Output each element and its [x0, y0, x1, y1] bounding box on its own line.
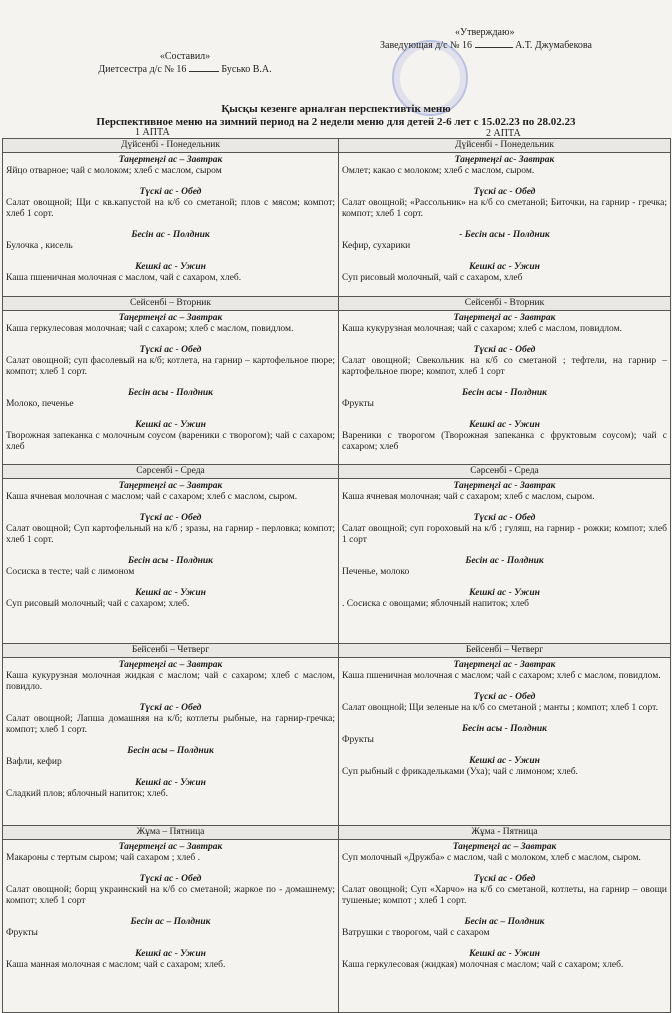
meal-dishes: Каша пшеничная молочная с маслом, чай с сахаром, хлеб.	[6, 273, 242, 283]
meal-dishes: Вафли, кефир	[6, 757, 62, 767]
meal-title: Таңертеңгі ас - Завтрак	[453, 313, 556, 323]
week2-day-menu	[339, 311, 671, 465]
meal-title: Түскі ас - Обед	[139, 513, 202, 523]
meal-dishes: Молоко, печенье	[6, 399, 74, 409]
meal-dishes: Салат овощной; борщ украинский на к/б со сметаной; жаркое по - домашнему; компот; хлеб 1 сорт	[6, 885, 335, 906]
week1-day-title: Дүйсенбі - Понедельник	[3, 139, 339, 153]
week2-day-title: Бейсенбі – Четверг	[339, 644, 671, 658]
meal-title: Таңертеңгі ас – Завтрак	[118, 660, 223, 670]
title-kz: Қысқы кезенге арналған перспективтік меню	[221, 103, 451, 115]
week2-label: 2 АПТА	[486, 128, 521, 139]
day-menu-row	[3, 479, 671, 644]
meal-dishes: Салат овощной; Суп картофельный на к/б ; зразы, на гарнир - перловка; компот; хлеб 1 сорт.	[6, 524, 335, 545]
meal-dishes: Каша пшеничная молочная с маслом; чай с сахаром; хлеб с маслом, повидлом.	[342, 671, 661, 681]
approver-position: Заведующая д/с № 16	[380, 40, 473, 51]
meal-title: Бесін ас – Полдник	[130, 917, 211, 927]
approver-caption: «Утверждаю»	[455, 27, 515, 38]
day-header-row	[3, 826, 671, 840]
meal-dishes: Булочка , кисель	[6, 241, 73, 251]
meal-dishes: Салат овощной; Щи с кв.капустой на к/б со сметаной; плов с мясом; компот; хлеб 1 сорт.	[6, 198, 335, 219]
meal-dishes: Фрукты	[342, 399, 374, 409]
compiler-caption: «Составил»	[159, 51, 211, 62]
meal-dishes: . Сосиска с овощами; яблочный напиток; хлеб	[342, 599, 530, 609]
day-header-row	[3, 644, 671, 658]
meal-title: Бесін асы – Полдник	[127, 746, 214, 756]
compiler-position: Диетсестра д/с № 16	[98, 64, 187, 75]
day-menu-row	[3, 840, 671, 1013]
meal-dishes: Каша кукурузная молочная жидкая с маслом; чай с сахаром; хлеб с маслом, повидло.	[6, 671, 335, 692]
meal-title: Таңертеңгі ас – Завтрак	[118, 481, 223, 491]
title-ru: Перспективное меню на зимний период на 2 недели меню для детей 2-6 лет с 15.02.23 по 28.02.23	[96, 116, 576, 128]
meal-title: Кешкі ас - Ужин	[469, 949, 540, 959]
meal-title: Түскі ас - Обед	[473, 345, 536, 355]
meal-dishes: Суп рисовый молочный; чай с сахаром; хлеб.	[6, 599, 190, 609]
week1-day-title: Бейсенбі – Четверг	[3, 644, 339, 658]
meal-dishes: Фрукты	[6, 928, 38, 938]
day-menu-row	[3, 153, 671, 297]
week2-day-menu	[339, 658, 671, 826]
week2-day-title: Дүйсенбі - Понедельник	[339, 139, 671, 153]
week2-day-title: Жұма - Пятница	[339, 826, 671, 840]
week2-day-title: Сейсенбі - Вторник	[339, 297, 671, 311]
day-menu-row	[3, 658, 671, 826]
meal-title: Таңертеңгі ас - Завтрак	[453, 660, 556, 670]
meal-title: Түскі ас - Обед	[139, 345, 202, 355]
meal-dishes: Вареники с творогом (Творожная запеканка с фруктовым соусом); чай с сахаром; хлеб	[342, 431, 667, 452]
meal-title: Бесін ас - Полдник	[131, 230, 210, 240]
meal-title: Таңертеңгі ас – Завтрак	[118, 842, 223, 852]
meal-title: Кешкі ас - Ужин	[135, 949, 206, 959]
meal-dishes: Суп рыбный с фрикадельками (Уха); чай с лимоном; хлеб.	[342, 767, 578, 777]
meal-dishes: Суп молочный «Дружба» с маслом, чай с молоком, хлеб с маслом, сыром.	[342, 853, 641, 863]
meal-dishes: Сладкий плов; яблочный напиток; хлеб.	[6, 789, 168, 799]
week2-day-menu	[339, 153, 671, 297]
approver-block	[380, 26, 650, 52]
signature-line	[475, 39, 513, 48]
meal-title: Бесін асы - Полдник	[128, 556, 213, 566]
meal-title: Кешкі ас - Ужин	[135, 420, 206, 430]
meal-dishes: Каша ячневая молочная; чай с сахаром; хлеб с маслом, сыром.	[342, 492, 595, 502]
meal-dishes: Кефир, сухарики	[342, 241, 411, 251]
meal-title: Таңертеңгі ас – Завтрак	[452, 842, 557, 852]
meal-dishes: Салат овощной; Щи зеленые на к/б со сметаной ; манты ; компот; хлеб 1 сорт.	[342, 703, 658, 713]
week1-day-title: Сәрсенбі - Среда	[3, 465, 339, 479]
day-header-row	[3, 139, 671, 153]
approver-name: А.Т. Джумабекова	[515, 40, 592, 51]
week1-day-menu	[3, 311, 339, 465]
meal-dishes: Печенье, молоко	[342, 567, 410, 577]
week2-day-menu	[339, 840, 671, 1013]
meal-dishes: Салат овощной; Свекольник на к/б со сметаной ; тефтели, на гарнир – картофельное пюре; компот, хлеб 1 сорт	[342, 356, 667, 377]
day-header-row	[3, 465, 671, 479]
meal-dishes: Каша ячневая молочная с маслом; чай с сахаром; хлеб с маслом, сыром.	[6, 492, 298, 502]
meal-title: Кешкі ас - Ужин	[469, 420, 540, 430]
meal-dishes: Творожная запеканка с молочным соусом (вареники с творогом); чай с сахаром; хлеб	[6, 431, 335, 452]
meal-dishes: Суп рисовый молочный, чай с сахаром, хлеб	[342, 273, 523, 283]
week2-day-title: Сәрсенбі - Среда	[339, 465, 671, 479]
meal-dishes: Яйцо отварное; чай с молоком; хлеб с маслом, сыром	[6, 166, 222, 176]
meal-dishes: Салат овощной; Лапша домашняя на к/б; котлеты рыбные, на гарнир-гречка; компот; хлеб 1 сорт.	[6, 714, 335, 735]
meal-title: Түскі ас - Обед	[473, 874, 536, 884]
compiler-name: Бусько В.А.	[221, 64, 272, 75]
compiler-line	[70, 63, 300, 76]
meal-title: Бесін асы - Полдник	[462, 724, 547, 734]
meal-dishes: Фрукты	[342, 735, 374, 745]
meal-dishes: Каша геркулесовая (жидкая) молочная с маслом; чай с сахаром; хлеб.	[342, 960, 624, 970]
meal-dishes: Салат овощной; суп фасолевый на к/б; котлета, на гарнир – картофельное пюре; компот; хлеб 1 сорт.	[6, 356, 335, 377]
week1-day-menu	[3, 840, 339, 1013]
week1-label: 1 АПТА	[135, 127, 170, 138]
meal-title: Кешкі ас - Ужин	[469, 588, 540, 598]
meal-title: Кешкі ас - Ужин	[469, 756, 540, 766]
meal-title: Бесін асы - Полдник	[462, 388, 547, 398]
week2-day-menu	[339, 479, 671, 644]
meal-dishes: Каша манная молочная с маслом; чай с сахаром; хлеб.	[6, 960, 226, 970]
meal-dishes: Каша геркулесовая молочная; чай с сахаром; хлеб с маслом, повидлом.	[6, 324, 294, 334]
meal-title: Түскі ас - Обед	[139, 703, 202, 713]
meal-title: Кешкі ас - Ужин	[135, 262, 206, 272]
day-menu-row	[3, 311, 671, 465]
week1-day-title: Жұма – Пятница	[3, 826, 339, 840]
meal-title: Кешкі ас - Ужин	[469, 262, 540, 272]
meal-title: Түскі ас - Обед	[139, 187, 202, 197]
week1-day-title: Сейсенбі – Вторник	[3, 297, 339, 311]
week1-day-menu	[3, 153, 339, 297]
meal-dishes: Макароны с тертым сыром; чай сахаром ; хлеб .	[6, 853, 200, 863]
meal-title: Таңертеңгі ас- Завтрак	[454, 155, 555, 165]
meal-title: - Бесін асы - Полдник	[459, 230, 550, 240]
signature-line	[189, 63, 219, 72]
day-header-row	[3, 297, 671, 311]
meal-title: Түскі ас - Обед	[473, 692, 536, 702]
menu-table	[2, 138, 671, 1013]
week1-day-menu	[3, 479, 339, 644]
meal-dishes: Омлет; какао с молоком; хлеб с маслом, сыром.	[342, 166, 535, 176]
approver-line	[380, 39, 650, 52]
meal-title: Таңертеңгі ас – Завтрак	[118, 155, 223, 165]
compiler-block	[70, 50, 300, 76]
meal-dishes: Салат овощной; суп гороховый на к/б ; гуляш, на гарнир - рожки; компот; хлеб 1 сорт	[342, 524, 667, 545]
meal-dishes: Салат овощной; Суп «Харчо» на к/б со сметаной, котлеты, на гарнир – овощи тушеные; компот ; хлеб 1 сорт.	[342, 885, 667, 906]
meal-title: Кешкі ас - Ужин	[135, 588, 206, 598]
meal-title: Кешкі ас - Ужин	[135, 778, 206, 788]
meal-title: Бесін ас – Полдник	[464, 917, 545, 927]
meal-dishes: Салат овощной; «Рассольник» на к/б со сметаной; Биточки, на гарнир - гречка; компот; хлеб 1 сорт.	[342, 198, 667, 219]
meal-title: Түскі ас - Обед	[473, 513, 536, 523]
meal-dishes: Каша кукурузная молочная; чай с сахаром; хлеб с маслом, повидлом.	[342, 324, 622, 334]
meal-dishes: Сосиска в тесте; чай с лимоном	[6, 567, 135, 577]
meal-title: Бесін ас - Полдник	[465, 556, 544, 566]
meal-title: Таңертеңгі ас - Завтрак	[453, 481, 556, 491]
meal-title: Таңертеңгі ас – Завтрак	[118, 313, 223, 323]
week1-day-menu	[3, 658, 339, 826]
meal-title: Түскі ас - Обед	[473, 187, 536, 197]
meal-title: Түскі ас - Обед	[139, 874, 202, 884]
meal-dishes: Ватрушки с творогом, чай с сахаром	[342, 928, 490, 938]
meal-title: Бесін асы - Полдник	[128, 388, 213, 398]
